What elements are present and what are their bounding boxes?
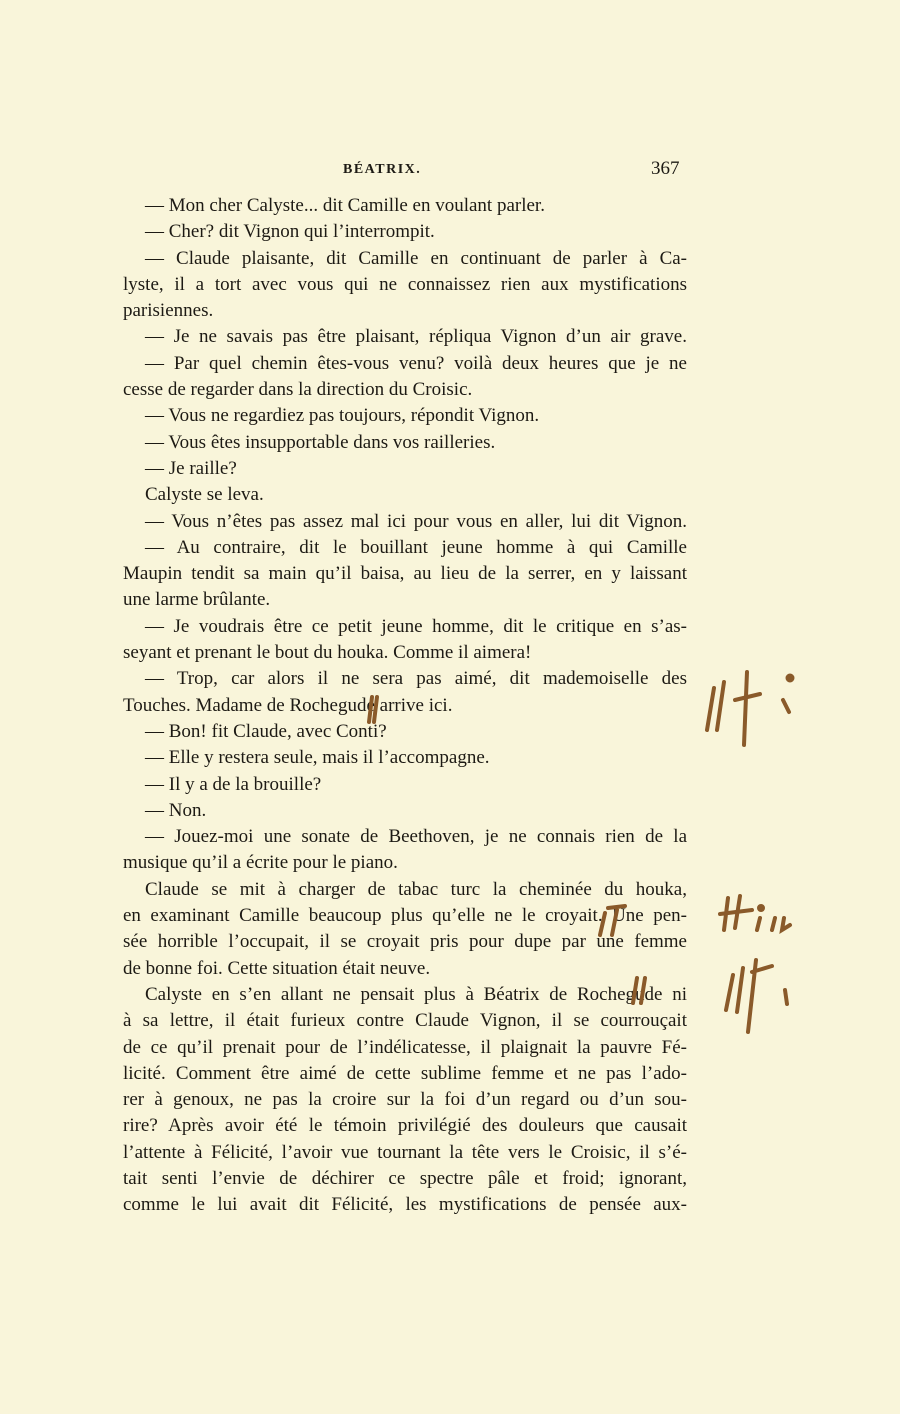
text-line: licité. Comment être aimé de cette sublime femme et ne pas l’ado-: [123, 1062, 687, 1084]
text-line: — Vous n’êtes pas assez mal ici pour vous en aller, lui dit Vignon.: [145, 510, 687, 532]
text-line: l’attente à Félicité, l’avoir vue tournant la tête vers le Croisic, il s’é-: [123, 1141, 687, 1163]
text-line: Calyste se leva.: [145, 484, 264, 506]
body-text: [123, 193, 687, 1219]
text-line: — Elle y restera seule, mais il l’accompagne.: [145, 747, 490, 769]
page-header: [0, 158, 900, 182]
text-line: musique qu’il a écrite pour le piano.: [123, 852, 398, 874]
text-line: une larme brûlante.: [123, 589, 271, 611]
text-line: en examinant Camille beaucoup plus qu’elle ne le croyait. Une pen-: [123, 905, 687, 927]
text-line: — Je raille?: [145, 457, 237, 479]
text-line: — Cher? dit Vignon qui l’interrompit.: [145, 221, 435, 243]
text-line: Calyste en s’en allant ne pensait plus à Béatrix de Rochegude ni: [145, 983, 687, 1005]
text-line: à sa lettre, il était furieux contre Claude Vignon, il se courrouçait: [123, 1010, 687, 1032]
text-line: de bonne foi. Cette situation était neuve.: [123, 957, 431, 979]
margin-note-3: [726, 960, 772, 1032]
text-line: Maupin tendit sa main qu’il baisa, au lieu de la serrer, en y laissant: [123, 563, 687, 585]
text-line: Claude se mit à charger de tabac turc la cheminée du houka,: [145, 878, 687, 900]
text-line: — Il y a de la brouille?: [145, 773, 322, 795]
text-line: — Trop, car alors il ne sera pas aimé, dit mademoiselle des: [145, 668, 687, 690]
text-line: — Je ne savais pas être plaisant, répliqua Vignon d’un air grave.: [145, 326, 687, 348]
text-line: — Vous ne regardiez pas toujours, répondit Vignon.: [145, 405, 540, 427]
text-line: sée horrible l’occupait, il se croyait pris pour dupe par une femme: [123, 931, 687, 953]
text-line: — Mon cher Calyste... dit Camille en voulant parler.: [145, 195, 545, 216]
text-line: comme le lui avait dit Félicité, les mystifications de pensée aux-: [123, 1194, 687, 1216]
text-line: Touches. Madame de Rochegude arrive ici.: [123, 694, 453, 716]
text-line: lyste, il a tort avec vous qui ne connaissez rien aux mystifications: [123, 273, 687, 295]
text-line: rer à genoux, ne pas la croire sur la foi d’un regard ou d’un sou-: [123, 1089, 687, 1111]
text-line: rire? Après avoir été le témoin privilégié des douleurs que causait: [123, 1115, 687, 1137]
text-line: parisiennes.: [123, 300, 214, 322]
page-number: 367: [651, 158, 680, 179]
text-line: tait senti l’envie de déchirer ce spectre pâle et froid; ignorant,: [123, 1167, 687, 1189]
text-line: — Je voudrais être ce petit jeune homme, dit le critique en s’as-: [145, 615, 687, 637]
margin-note-2: [720, 896, 790, 930]
text-line: — Bon! fit Claude, avec Conti?: [145, 720, 387, 742]
text-line: — Non.: [145, 799, 207, 821]
text-line: — Vous êtes insupportable dans vos railleries.: [145, 431, 496, 453]
text-line: seyant et prenant le bout du houka. Comme il aimera!: [123, 642, 532, 664]
text-line: de ce qu’il prenait pour de l’indélicatesse, il plaignait la pauvre Fé-: [123, 1036, 687, 1058]
text-line: cesse de regarder dans la direction du Croisic.: [123, 379, 473, 401]
text-line: — Claude plaisante, dit Camille en continuant de parler à Ca-: [145, 247, 687, 269]
running-title: BÉATRIX.: [343, 162, 422, 177]
text-line: — Au contraire, dit le bouillant jeune homme à qui Camille: [145, 536, 687, 558]
margin-note-1: [707, 672, 760, 745]
text-line: — Jouez-moi une sonate de Beethoven, je ne connais rien de la: [145, 826, 687, 848]
text-line: — Par quel chemin êtes-vous venu? voilà deux heures que je ne: [145, 352, 687, 374]
